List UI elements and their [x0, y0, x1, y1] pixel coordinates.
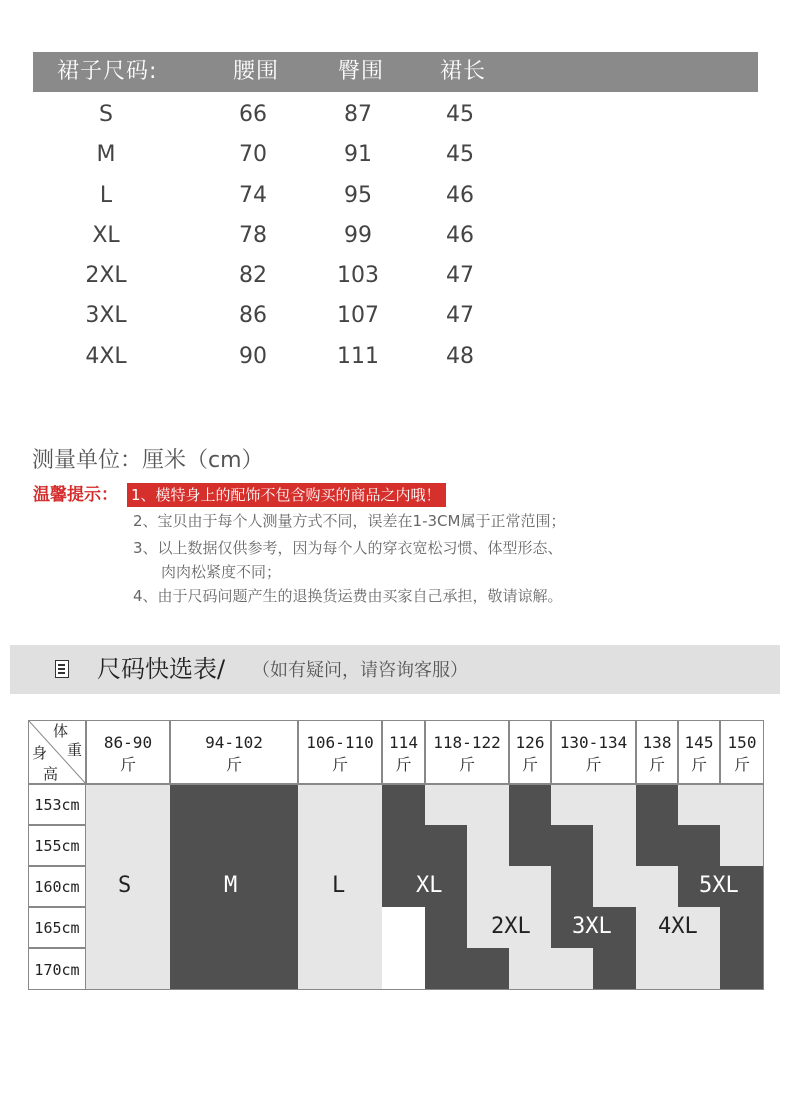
- size-cell: XL: [92, 222, 120, 248]
- hip-cell: 99: [344, 222, 372, 248]
- waist-cell: 78: [239, 222, 267, 248]
- weight-range: 114: [389, 733, 418, 752]
- document-icon: [55, 660, 69, 678]
- quick-select-subtitle: （如有疑问，请咨询客服）: [252, 660, 468, 681]
- measurement-unit: 测量单位：厘米（cm）: [32, 448, 264, 473]
- weight-unit: 斤: [225, 755, 242, 774]
- size-zone-label: L: [332, 873, 346, 898]
- waist-cell: 86: [239, 303, 267, 329]
- tip-highlight: 1、模特身上的配饰不包含购买的商品之内哦！: [127, 483, 446, 507]
- size-zone-block: [509, 784, 551, 866]
- waist-cell: 74: [239, 182, 267, 208]
- table-row: [33, 216, 758, 256]
- weight-header: [382, 720, 425, 784]
- height-label: 155cm: [28, 825, 86, 866]
- size-cell: 2XL: [85, 263, 127, 289]
- weight-range: 118-122: [433, 733, 501, 752]
- size-header-label: 裙子尺码:: [57, 59, 158, 84]
- weight-range: 138: [642, 733, 672, 752]
- size-cell: L: [99, 182, 113, 208]
- weight-range: 126: [515, 733, 545, 752]
- length-cell: 48: [446, 343, 474, 369]
- weight-unit: 斤: [395, 755, 412, 774]
- weight-range: 106-110: [306, 733, 374, 752]
- length-cell: 45: [446, 102, 474, 127]
- length-cell: 47: [446, 303, 474, 329]
- table-row: [33, 135, 758, 175]
- size-cell: S: [99, 102, 113, 127]
- size-zone-block: [636, 784, 678, 866]
- length-cell: 45: [446, 142, 474, 168]
- height-label: 170cm: [28, 948, 86, 990]
- weight-header: [720, 720, 764, 784]
- tip-item: 3、以上数据仅供参考，因为每个人的穿衣宽松习惯、体型形态、: [133, 539, 563, 557]
- weight-unit: 斤: [458, 755, 475, 774]
- weight-header: [551, 720, 636, 784]
- size-cell: M: [96, 142, 116, 168]
- weight-header: [298, 720, 382, 784]
- weight-header: [678, 720, 720, 784]
- size-zone-block: [551, 825, 593, 907]
- table-row: [33, 176, 758, 216]
- corner-cell: [28, 720, 86, 784]
- size-zone-label: XL: [416, 873, 443, 898]
- size-zone-block: [425, 784, 509, 825]
- size-zone-label: 5XL: [699, 873, 739, 898]
- hip-cell: 111: [337, 343, 379, 369]
- waist-cell: 90: [239, 343, 267, 369]
- size-zone-block: [467, 948, 509, 990]
- size-zone-block: [551, 784, 636, 825]
- quick-select-title: 尺码快选表/: [97, 655, 226, 683]
- weight-unit: 斤: [690, 755, 707, 774]
- weight-header: [425, 720, 509, 784]
- size-table-body: [33, 95, 758, 377]
- quick-select-bar: [10, 645, 780, 694]
- length-cell: 46: [446, 182, 474, 208]
- hip-cell: 87: [344, 102, 372, 127]
- size-zone-label: 4XL: [658, 914, 698, 939]
- size-table-header: [33, 52, 758, 92]
- size-zone-block: [425, 825, 467, 990]
- size-cell: 4XL: [85, 343, 127, 369]
- size-quick-select-grid: [28, 720, 764, 990]
- length-header: 裙长: [440, 59, 487, 84]
- weight-unit: 斤: [733, 755, 750, 774]
- height-label: 153cm: [28, 784, 86, 825]
- size-cell: 3XL: [85, 303, 127, 329]
- size-zone-label: 3XL: [572, 914, 612, 939]
- corner-right: 重: [67, 741, 83, 759]
- hip-header: 臀围: [338, 59, 385, 84]
- waist-cell: 70: [239, 142, 267, 168]
- weight-unit: 斤: [585, 755, 602, 774]
- hip-cell: 103: [337, 263, 379, 289]
- weight-header: [636, 720, 678, 784]
- table-row: [33, 337, 758, 377]
- size-zone-block: [678, 784, 764, 825]
- size-zone-block: [720, 825, 764, 866]
- waist-cell: 82: [239, 263, 267, 289]
- weight-range: 150: [727, 733, 757, 752]
- tips-label: 温馨提示：: [33, 485, 118, 505]
- size-zone-block: [593, 948, 636, 990]
- weight-range: 130-134: [559, 733, 628, 752]
- corner-left: 身: [32, 744, 48, 762]
- waist-header: 腰围: [233, 59, 280, 84]
- weight-unit: 斤: [521, 755, 538, 774]
- length-cell: 47: [446, 263, 474, 289]
- weight-range: 86-90: [103, 733, 153, 752]
- weight-unit: 斤: [119, 755, 136, 774]
- size-zone-label: 2XL: [491, 914, 531, 939]
- height-label: 160cm: [28, 866, 86, 907]
- weight-header: [509, 720, 551, 784]
- hip-cell: 107: [337, 303, 379, 329]
- corner-bottom: 高: [43, 765, 59, 783]
- table-row: [33, 256, 758, 296]
- tip-item: 4、由于尺码问题产生的退换货运费由买家自己承担，敬请谅解。: [133, 587, 563, 605]
- tip-item: 2、宝贝由于每个人测量方式不同，误差在1-3CM属于正常范围；: [133, 512, 566, 530]
- height-label: 165cm: [28, 907, 86, 948]
- hip-cell: 91: [344, 142, 372, 168]
- waist-cell: 66: [239, 102, 267, 127]
- weight-header: [86, 720, 170, 784]
- corner-top: 体: [53, 722, 69, 740]
- weight-range: 94-102: [205, 733, 263, 752]
- size-zone-label: S: [118, 873, 132, 898]
- tip-item: 肉肉松紧度不同；: [161, 563, 282, 581]
- length-cell: 46: [446, 222, 474, 248]
- size-zone-block: [593, 825, 636, 907]
- weight-header: [170, 720, 298, 784]
- hip-cell: 95: [344, 182, 372, 208]
- weight-unit: 斤: [331, 755, 348, 774]
- table-row: [33, 95, 758, 135]
- weight-unit: 斤: [648, 755, 665, 774]
- weight-range: 145: [684, 733, 714, 752]
- table-row: [33, 296, 758, 336]
- size-zone-label: M: [224, 873, 238, 898]
- size-zone-block: [678, 825, 720, 866]
